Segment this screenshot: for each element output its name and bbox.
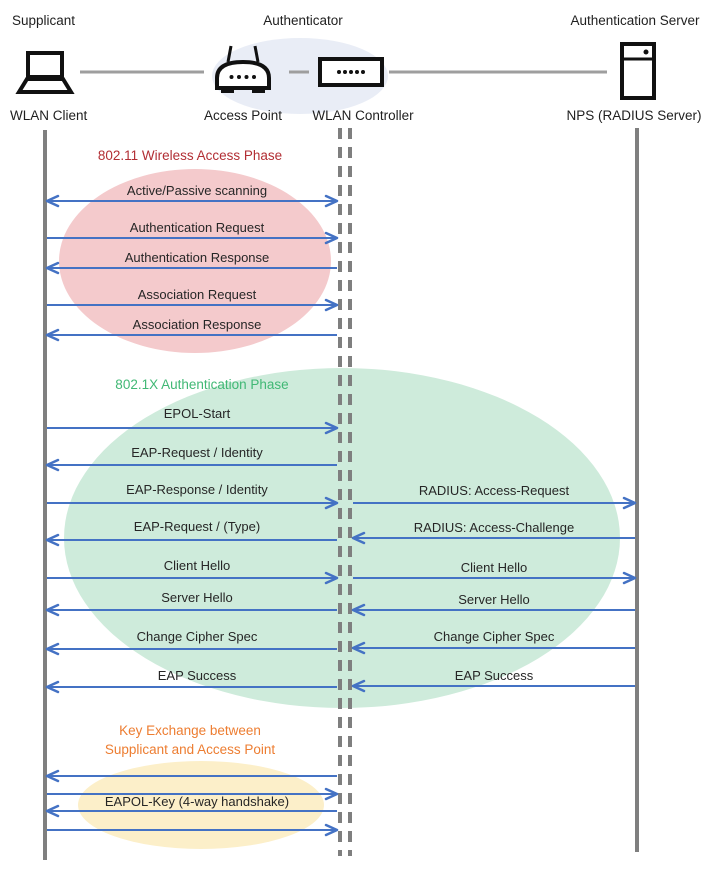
key-exchange-phase-title: Key Exchange between Supplicant and Access Point — [104, 723, 276, 757]
message-label: RADIUS: Access-Request — [418, 483, 570, 498]
access-point-icon — [212, 42, 274, 105]
message-label: EPOL-Start — [163, 406, 231, 421]
message-label: Client Hello — [163, 558, 231, 573]
message-label: Server Hello — [458, 592, 530, 607]
message-label: Association Response — [132, 317, 262, 332]
laptop-icon — [12, 50, 78, 103]
role-label-supplicant: Supplicant — [12, 13, 76, 28]
wireless-access-phase-ellipse — [59, 169, 331, 353]
role-label-authentication-server: Authentication Server — [570, 13, 700, 28]
dot1x-authentication-phase-title: 802.1X Authentication Phase — [115, 377, 289, 392]
message-label: RADIUS: Access-Challenge — [413, 520, 575, 535]
device-label-wlan-controller: WLAN Controller — [312, 108, 414, 123]
message-label: Authentication Request — [129, 220, 265, 235]
wireless-access-phase-title: 802.11 Wireless Access Phase — [97, 148, 283, 163]
message-label: EAP Success — [157, 668, 237, 683]
message-label: Active/Passive scanning — [126, 183, 268, 198]
message-label: Association Request — [137, 287, 257, 302]
key-exchange-phase-ellipse — [78, 761, 324, 849]
device-label-nps-radius-server: NPS (RADIUS Server) — [566, 108, 702, 123]
message-label: EAPOL-Key (4-way handshake) — [104, 794, 290, 809]
role-label-authenticator: Authenticator — [263, 13, 343, 28]
message-label: EAP Success — [454, 668, 534, 683]
server-icon — [619, 42, 657, 105]
message-label: Client Hello — [460, 560, 528, 575]
message-label: Authentication Response — [124, 250, 270, 265]
message-label: EAP-Request / (Type) — [133, 519, 261, 534]
device-label-access-point: Access Point — [203, 108, 283, 123]
message-label: Change Cipher Spec — [433, 629, 555, 644]
message-label: EAP-Request / Identity — [131, 445, 263, 460]
message-label: Server Hello — [161, 590, 233, 605]
wlan-controller-icon — [318, 57, 384, 92]
message-label: Change Cipher Spec — [136, 629, 258, 644]
message-label: EAP-Response / Identity — [126, 482, 268, 497]
device-label-wlan-client: WLAN Client — [10, 108, 88, 123]
